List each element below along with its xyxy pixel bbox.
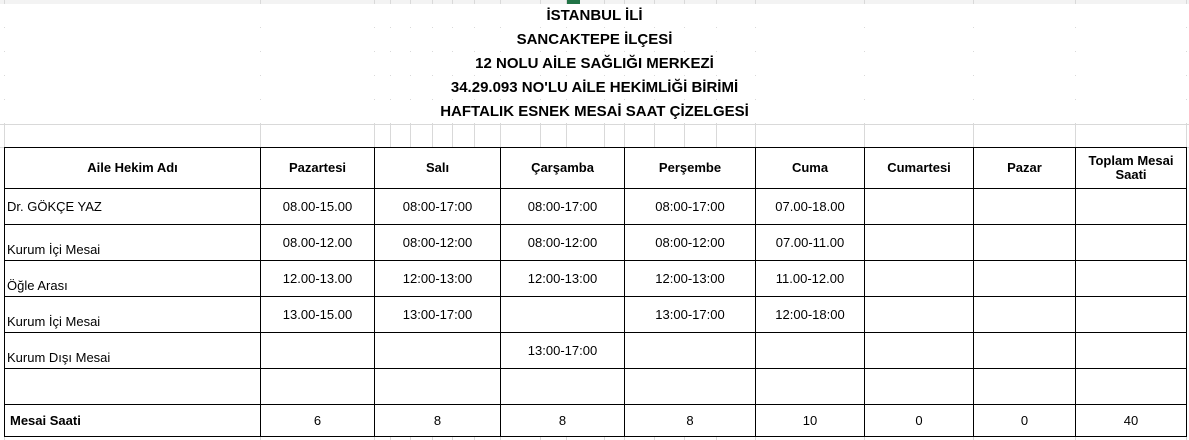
row-label[interactable] [5, 333, 261, 369]
table-cell[interactable]: 08:00-12:00 [625, 225, 756, 261]
header-tuesday[interactable]: Salı [375, 148, 501, 189]
total-cell[interactable]: 8 [625, 405, 756, 437]
table-row [5, 369, 1187, 405]
table-cell[interactable] [1076, 369, 1187, 405]
total-label[interactable]: Mesai Saati [5, 405, 261, 437]
table-cell[interactable] [974, 369, 1076, 405]
title-health-center[interactable]: 12 NOLU AİLE SAĞLIĞI MERKEZİ [0, 52, 1189, 75]
table-cell[interactable]: 08:00-17:00 [375, 189, 501, 225]
header-thursday[interactable]: Perşembe [625, 148, 756, 189]
table-cell[interactable]: 07.00-11.00 [756, 225, 865, 261]
total-cell[interactable]: 10 [756, 405, 865, 437]
table-cell[interactable] [501, 369, 625, 405]
table-cell[interactable] [865, 189, 974, 225]
table-cell[interactable]: 08:00-17:00 [501, 189, 625, 225]
table-cell[interactable] [756, 369, 865, 405]
table-row [5, 225, 1187, 261]
total-cell[interactable]: 6 [261, 405, 375, 437]
table-cell[interactable] [625, 369, 756, 405]
schedule-table [4, 147, 1187, 437]
table-row [5, 297, 1187, 333]
title-unit[interactable]: 34.29.093 NO'LU AİLE HEKİMLİĞİ BİRİMİ [0, 76, 1189, 99]
table-cell[interactable] [865, 225, 974, 261]
header-monday[interactable]: Pazartesi [261, 148, 375, 189]
title-province[interactable]: İSTANBUL İLİ [0, 4, 1189, 27]
table-cell[interactable] [1076, 297, 1187, 333]
table-cell[interactable] [865, 297, 974, 333]
table-cell[interactable] [974, 261, 1076, 297]
table-cell[interactable] [1076, 189, 1187, 225]
row-label-text: Kurum İçi Mesai [7, 314, 101, 329]
table-cell[interactable]: 08:00-12:00 [375, 225, 501, 261]
row-label-text: Öğle Arası [7, 278, 68, 293]
table-row [5, 333, 1187, 369]
total-cell[interactable]: 8 [375, 405, 501, 437]
table-cell[interactable]: 07.00-18.00 [756, 189, 865, 225]
title-district[interactable]: SANCAKTEPE İLÇESİ [0, 28, 1189, 51]
table-cell[interactable]: 12:00-13:00 [375, 261, 501, 297]
table-cell[interactable] [261, 369, 375, 405]
table-cell[interactable] [974, 333, 1076, 369]
table-cell[interactable]: 12:00-18:00 [756, 297, 865, 333]
row-label[interactable] [5, 225, 261, 261]
table-cell[interactable] [1076, 261, 1187, 297]
table-cell[interactable] [974, 189, 1076, 225]
header-wednesday[interactable]: Çarşamba [501, 148, 625, 189]
table-cell[interactable]: 08.00-12.00 [261, 225, 375, 261]
total-cell[interactable]: 0 [974, 405, 1076, 437]
header-row [5, 148, 1187, 189]
row-label-text: Dr. GÖKÇE YAZ [7, 199, 102, 214]
table-row [5, 261, 1187, 297]
table-cell[interactable] [865, 333, 974, 369]
gridline [0, 124, 1189, 125]
row-label-text: Kurum İçi Mesai [7, 242, 101, 257]
table-cell[interactable] [375, 333, 501, 369]
header-saturday[interactable]: Cumartesi [865, 148, 974, 189]
row-label[interactable] [5, 189, 261, 225]
table-cell[interactable]: 12.00-13.00 [261, 261, 375, 297]
table-cell[interactable] [501, 297, 625, 333]
row-label-text: Kurum Dışı Mesai [7, 350, 111, 365]
total-cell[interactable]: 40 [1076, 405, 1187, 437]
total-row [5, 405, 1187, 437]
table-cell[interactable] [865, 261, 974, 297]
title-schedule[interactable]: HAFTALIK ESNEK MESAİ SAAT ÇİZELGESİ [0, 100, 1189, 123]
header-total-hours[interactable]: Toplam Mesai Saati [1076, 148, 1187, 189]
table-cell[interactable]: 08:00-12:00 [501, 225, 625, 261]
table-cell[interactable] [261, 333, 375, 369]
header-friday[interactable]: Cuma [756, 148, 865, 189]
row-label[interactable] [5, 369, 261, 405]
table-cell[interactable]: 11.00-12.00 [756, 261, 865, 297]
table-cell[interactable] [375, 369, 501, 405]
total-cell[interactable]: 0 [865, 405, 974, 437]
row-label[interactable] [5, 297, 261, 333]
table-cell[interactable] [974, 297, 1076, 333]
header-sunday[interactable]: Pazar [974, 148, 1076, 189]
table-cell[interactable]: 12:00-13:00 [501, 261, 625, 297]
header-physician-name[interactable]: Aile Hekim Adı [5, 148, 261, 189]
table-cell[interactable]: 13.00-15.00 [261, 297, 375, 333]
table-cell[interactable] [1076, 225, 1187, 261]
total-cell[interactable]: 8 [501, 405, 625, 437]
table-row [5, 189, 1187, 225]
table-cell[interactable]: 12:00-13:00 [625, 261, 756, 297]
table-cell[interactable] [974, 225, 1076, 261]
table-cell[interactable]: 13:00-17:00 [501, 333, 625, 369]
table-cell[interactable] [625, 333, 756, 369]
table-cell[interactable] [756, 333, 865, 369]
table-cell[interactable] [865, 369, 974, 405]
table-cell[interactable]: 08:00-17:00 [625, 189, 756, 225]
table-cell[interactable]: 13:00-17:00 [375, 297, 501, 333]
row-label[interactable] [5, 261, 261, 297]
table-cell[interactable]: 13:00-17:00 [625, 297, 756, 333]
table-cell[interactable]: 08.00-15.00 [261, 189, 375, 225]
table-cell[interactable] [1076, 333, 1187, 369]
